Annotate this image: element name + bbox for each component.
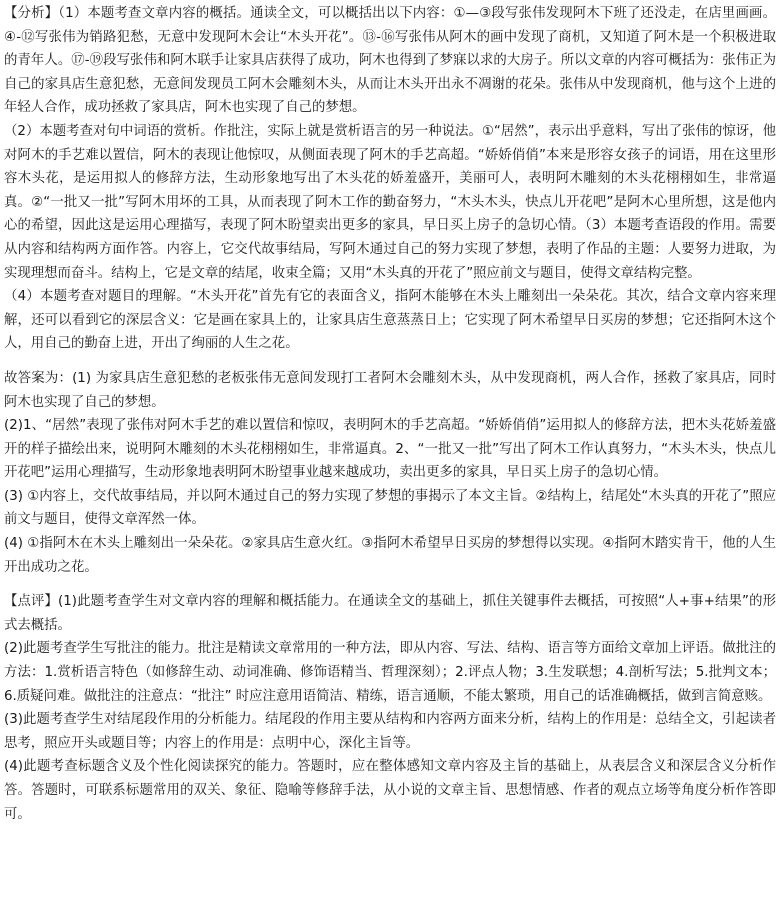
section-gap xyxy=(4,579,776,590)
answer-paragraph-3: (3) ①内容上，交代故事结局，并以阿木通过自己的努力实现了梦想的事揭示了本文主旨。②结构上，结尾处“木头真的开花了”照应前文与题目，使得文章浑然一体。 xyxy=(4,488,776,528)
analysis-section xyxy=(4,2,776,356)
analysis-paragraph-2: （2）本题考查对句中词语的赏析。作批注，实际上就是赏析语言的另一种说法。①“居然”，表示出乎意料，写出了张伟的惊讶，他对阿木的手艺难以置信，阿木的表现让他惊叹，从侧面表现了阿木的手艺高超。“娇娇俏俏”本来是形容女孩子的词语，用在这里形容木头花，是运用拟人的修辞方法，生动形象地写出了木头花的娇羞盛开，美丽可人，表明阿木雕刻的木头花栩栩如生，非常逼真。②“一批又一批”写阿木用坏的工具，从而表现了阿木工作的勤奋努力，“木头木头，快点儿开花吧”是阿木心里所想，这是他内心的希望，因此这是运用心理描写，表现了阿木盼望卖出更多的家具，早日买上房子的急切心情。（3）本题考查语段的作用。需要从内容和结构两方面作答。内容上，它交代故事结局，写阿木通过自己的努力实现了梦想，表明了作品的主题：人要努力进取，为实现理想而奋斗。结构上，它是文章的结尾，收束全篇；又用“木头真的开花了”照应前文与题目，使得文章结构完整。 xyxy=(4,123,776,281)
analysis-paragraph-3: （4）本题考查对题目的理解。“木头开花”首先有它的表面含义，指阿木能够在木头上雕刻出一朵朵花。其次，结合文章内容来理解，还可以看到它的深层含义：它是画在家具上的，让家具店生意蒸蒸日上；它实现了阿木希望早日买房的梦想；它还指阿木这个人，用自己的勤奋上进，开出了绚丽的人生之花。 xyxy=(4,289,776,352)
comment-paragraph-2: (2)此题考查学生写批注的能力。批注是精读文章常用的一种方法，即从内容、写法、结构、语言等方面给文章加上评语。做批注的方法：1.赏析语言特色（如修辞生动、动词准确、修饰语精当、哲理深刻）；2.评点人物；3.生发联想；4.剖析写法；5.批判文本；6.质疑问难。做批注的注意点：“批注” 时应注意用语简洁、精练，语言通顺，不能太繁琐，用自己的话准确概括，做到言简意赅。 xyxy=(4,641,776,704)
comment-paragraph-1: 【点评】(1)此题考查学生对文章内容的理解和概括能力。在通读全文的基础上，抓住关键事件去概括，可按照“人+事+结果”的形式去概括。 xyxy=(4,594,776,633)
answer-paragraph-2: (2)1、“居然”表现了张伟对阿木手艺的难以置信和惊叹，表明阿木的手艺高超。“娇娇俏俏”运用拟人的修辞方法，把木头花娇羞盛开的样子描绘出来，说明阿木雕刻的木头花栩栩如生，非常逼真。2、“一批又一批”写出了阿木工作认真努力，“木头木头，快点儿开花吧”运用心理描写，生动形象地表明阿木盼望事业越来越成功，卖出更多的家具，早日买上房子的急切心情。 xyxy=(4,418,776,481)
answer-paragraph-4: (4) ①指阿木在木头上雕刻出一朵朵花。②家具店生意火红。③指阿木希望早日买房的梦想得以实现。④指阿木踏实肯干，他的人生开出成功之花。 xyxy=(4,536,776,575)
answer-paragraph-1: 故答案为：(1) 为家具店生意犯愁的老板张伟无意间发现打工者阿木会雕刻木头，从中发现商机，两人合作，拯救了家具店，同时阿木也实现了自己的梦想。 xyxy=(4,370,776,410)
answer-section xyxy=(4,367,776,579)
section-gap xyxy=(4,356,776,367)
comment-paragraph-4: (4)此题考查标题含义及个性化阅读探究的能力。答题时，应在整体感知文章内容及主旨的基础上，从表层含义和深层含义分析作答。答题时，可联系标题常用的双关、象征、隐喻等修辞手法，从小说的文章主旨、思想情感、作者的观点立场等角度分析作答即可。 xyxy=(4,759,776,822)
comment-section xyxy=(4,590,776,826)
comment-paragraph-3: (3)此题考查学生对结尾段作用的分析能力。结尾段的作用主要从结构和内容两方面来分析，结构上的作用是：总结全文，引起读者思考，照应开头或题目等；内容上的作用是：点明中心，深化主旨等。 xyxy=(4,712,776,751)
analysis-paragraph-1: 【分析】（1）本题考查文章内容的概括。通读全文，可以概括出以下内容：①—③段写张伟发现阿木下班了还没走，在店里画画。④-⑫写张伟为销路犯愁，无意中发现阿木会让“木头开花”。⑬-⑯写张伟从阿木的画中发现了商机，又知道了阿木是一个积极进取的青年人。⑰-⑲段写张伟和阿木联手让家具店获得了成功，阿木也得到了梦寐以求的大房子。所以文章的内容可概括为：张伟正为自己的家具店生意犯愁，无意间发现员工阿木会雕刻木头，从而让木头开出永不凋谢的花朵。张伟从中发现商机，他与这个上进的年轻人合作，成功拯救了家具店，阿木也实现了自己的梦想。 xyxy=(4,6,776,116)
